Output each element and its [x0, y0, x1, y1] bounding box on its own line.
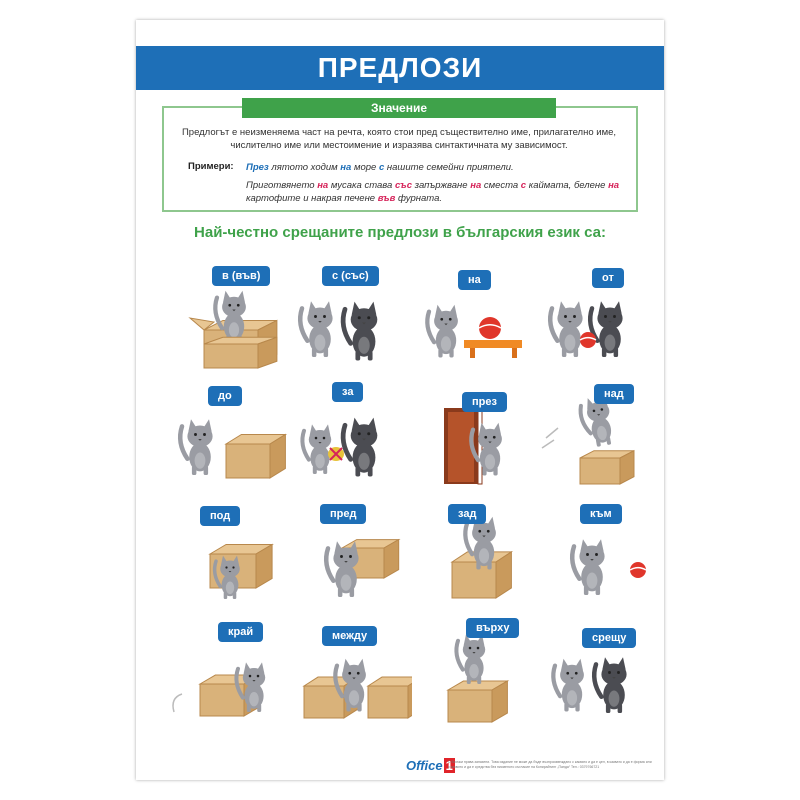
preposition-card — [404, 496, 534, 626]
preposition-card — [404, 260, 534, 390]
preposition-card — [526, 378, 656, 508]
preposition-card — [526, 496, 656, 626]
preposition-card — [282, 614, 412, 744]
highlighted-preposition: на — [608, 180, 620, 191]
logo-text: Office — [406, 758, 443, 773]
preposition-label: между — [322, 626, 377, 646]
preposition-label: край — [218, 622, 263, 642]
preposition-card — [160, 496, 290, 626]
sentence-text: лятото ходим — [268, 162, 341, 173]
preposition-label: върху — [466, 618, 519, 638]
sentence-text: каймата, белене — [526, 180, 609, 191]
highlighted-preposition: на — [470, 180, 482, 191]
highlighted-preposition: на — [340, 162, 352, 173]
definition-text: Предлогът е неизменяема част на речта, която стои пред съществително име, прилагателно име, числително име или местоимение и изразява синтактичната му зависимост. — [181, 127, 617, 151]
sentence-text: нашите семейни приятели. — [384, 162, 514, 173]
preposition-card — [282, 260, 412, 390]
cat-illustration-icon — [526, 260, 656, 390]
example-sentence-2 — [246, 179, 622, 205]
preposition-card — [526, 260, 656, 390]
preposition-label: пред — [320, 504, 366, 524]
sentence-text: запържване — [412, 180, 471, 191]
preposition-card — [160, 260, 290, 390]
preposition-card — [282, 378, 412, 508]
preposition-label: в (във) — [212, 266, 270, 286]
sentence-text: Приготвянето — [246, 180, 318, 191]
preposition-label: зад — [448, 504, 486, 524]
preposition-card — [282, 496, 412, 626]
sentence-text: картофите и накрая печене — [246, 193, 378, 204]
page-title: ПРЕДЛОЗИ — [136, 46, 664, 90]
highlighted-preposition: През — [246, 162, 269, 173]
preposition-card — [160, 614, 290, 744]
preposition-label: към — [580, 504, 622, 524]
preposition-card — [526, 614, 656, 744]
preposition-label: под — [200, 506, 240, 526]
subheading: Най-честно срещаните предлози в българския език са: — [194, 224, 606, 241]
highlighted-preposition: със — [394, 180, 413, 191]
examples-label: Примери: — [188, 161, 234, 172]
preposition-label: от — [592, 268, 624, 288]
sentence-text: мусака става — [328, 180, 395, 191]
preposition-label: срещу — [582, 628, 636, 648]
cat-illustration-icon — [526, 378, 656, 508]
preposition-label: до — [208, 386, 242, 406]
highlighted-preposition: на — [317, 180, 329, 191]
copyright-notice: © Всички права запазени. Това издание не може да бъде възпроизвеждано с каквато и да е цел, в каквато и да е форма или с каквито и да е средства без писменото съгласие на Копирайтинг „Панда“ Тел.: 0379766721 — [448, 760, 652, 769]
example-sentence-1 — [246, 161, 622, 174]
highlighted-preposition: във — [377, 193, 396, 204]
preposition-label: за — [332, 382, 363, 402]
logo-number: 1 — [445, 758, 453, 773]
poster — [136, 20, 664, 780]
sentence-text: фурната. — [395, 193, 442, 204]
highlighted-preposition: с — [378, 162, 385, 173]
preposition-card — [404, 378, 534, 508]
sentence-text: сместа — [481, 180, 521, 191]
preposition-label: с (със) — [322, 266, 379, 286]
preposition-label: на — [458, 270, 491, 290]
highlighted-preposition: с — [520, 180, 527, 191]
meaning-heading: Значение — [242, 98, 556, 118]
preposition-label: над — [594, 384, 634, 404]
preposition-label: през — [462, 392, 507, 412]
preposition-card — [404, 614, 534, 744]
sentence-text: море — [351, 162, 379, 173]
preposition-card — [160, 378, 290, 508]
